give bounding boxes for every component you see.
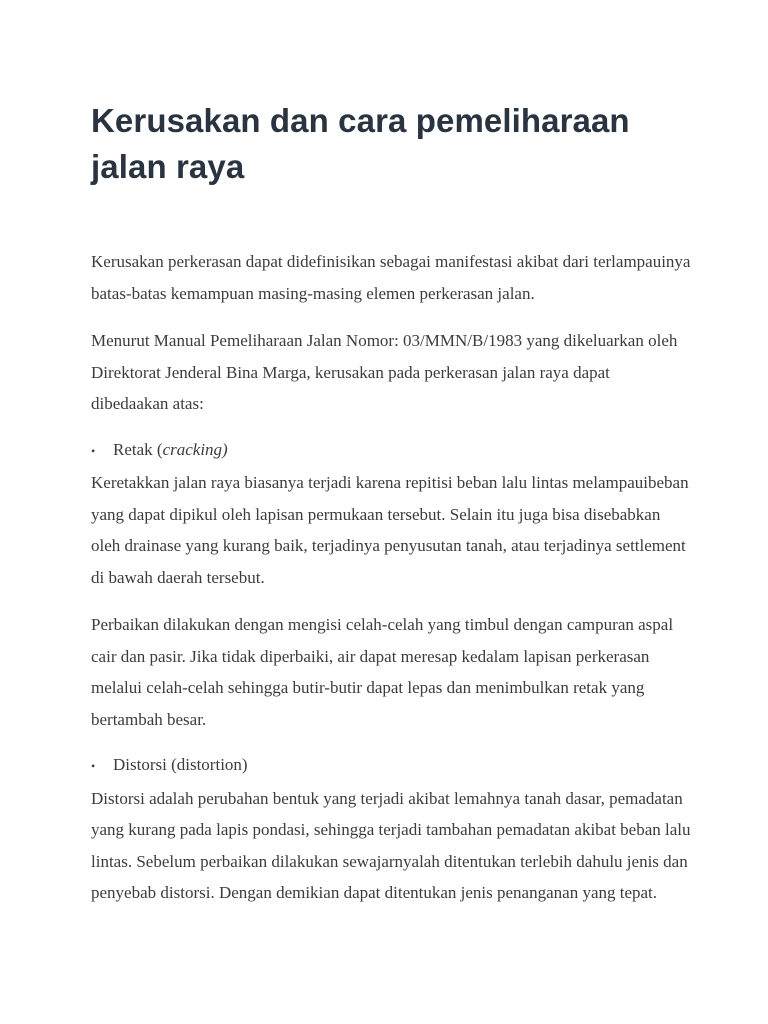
reference-paragraph: Menurut Manual Pemeliharaan Jalan Nomor: 03/MMN/B/1983 yang dikeluarkan oleh Direktorat Jenderal Bina Marga, kerusakan pada perkerasan jalan raya dapat dibedaakan atas: [91,331,678,413]
section-heading-retak: Retak (cracking) [113,439,228,459]
retak-paragraph-2: Perbaikan dilakukan dengan mengisi celah-celah yang timbul dengan campuran aspal cair dan pasir. Jika tidak diperbaiki, air dapat meresap kedalam lapisan perkerasan melalui celah-celah sehingga butir-butir dapat lepas dan menimbulkan retak yang bertambah besar. [91,615,674,729]
bullet-icon: • [91,443,96,458]
list-item-retak [91,434,691,468]
list-item-distorsi [91,749,691,783]
article-title: Kerusakan dan cara pemeliharaan jalan raya [91,102,630,185]
intro-paragraph: Kerusakan perkerasan dapat didefinisikan sebagai manifestasi akibat dari terlampauinya batas-batas kemampuan masing-masing elemen perkerasan jalan. [91,252,691,303]
distorsi-paragraph-1: Distorsi adalah perubahan bentuk yang terjadi akibat lemahnya tanah dasar, pemadatan yang kurang pada lapis pondasi, sehingga terjadi tambahan pemadatan akibat beban lalu lintas. Sebelum perbaikan dilakukan sewajarnyalah ditentukan terlebih dahulu jenis dan penyebab distorsi. Dengan demikian dapat ditentukan jenis penanganan yang tepat. [91,788,691,902]
article-body [91,246,691,909]
section-heading-distorsi: Distorsi (distortion) [113,755,248,774]
bullet-icon: • [91,759,96,773]
retak-paragraph-1: Keretakkan jalan raya biasanya terjadi karena repitisi beban lalu lintas melampauibeban yang dapat dipikul oleh lapisan permukaan tersebut. Selain itu juga bisa disebabkan oleh drainase yang kurang baik, terjadinya penyusutan tanah, atau terjadinya settlement di bawah daerah tersebut. [91,473,689,587]
article [91,98,691,909]
